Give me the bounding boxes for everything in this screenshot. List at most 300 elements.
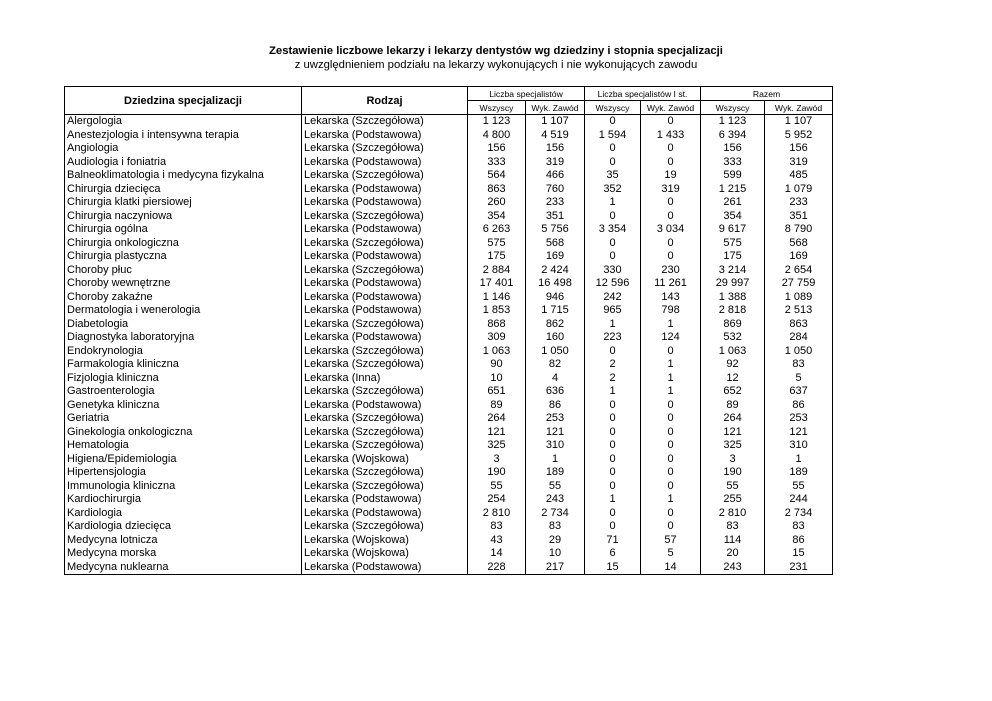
cell-razem-wszyscy: 55 xyxy=(701,480,765,494)
cell-dziedzina: Choroby wewnętrzne xyxy=(65,277,302,291)
cell-spec-wszyscy: 564 xyxy=(468,169,526,183)
cell-razem-wyk: 863 xyxy=(765,318,833,332)
cell-spec1-wyk: 0 xyxy=(641,210,701,224)
cell-spec1-wyk: 0 xyxy=(641,237,701,251)
cell-spec-wyk: 16 498 xyxy=(526,277,585,291)
cell-spec1-wszyscy: 2 xyxy=(585,372,641,386)
table-row xyxy=(65,399,833,413)
cell-spec-wyk: 319 xyxy=(526,156,585,170)
cell-spec-wyk: 568 xyxy=(526,237,585,251)
cell-spec1-wszyscy: 0 xyxy=(585,520,641,534)
cell-dziedzina: Audiologia i foniatria xyxy=(65,156,302,170)
cell-dziedzina: Chirurgia dziecięca xyxy=(65,183,302,197)
cell-dziedzina: Chirurgia onkologiczna xyxy=(65,237,302,251)
cell-spec-wszyscy: 575 xyxy=(468,237,526,251)
cell-dziedzina: Hipertensjologia xyxy=(65,466,302,480)
cell-spec-wyk: 29 xyxy=(526,534,585,548)
cell-dziedzina: Medycyna nuklearna xyxy=(65,561,302,575)
table-row xyxy=(65,466,833,480)
cell-spec-wszyscy: 1 853 xyxy=(468,304,526,318)
cell-spec-wyk: 2 734 xyxy=(526,507,585,521)
cell-spec1-wszyscy: 35 xyxy=(585,169,641,183)
cell-spec1-wyk: 0 xyxy=(641,250,701,264)
cell-rodzaj: Lekarska (Szczegółowa) xyxy=(302,426,468,440)
cell-dziedzina: Dermatologia i wenerologia xyxy=(65,304,302,318)
cell-spec1-wszyscy: 1 xyxy=(585,493,641,507)
cell-spec-wszyscy: 2 884 xyxy=(468,264,526,278)
cell-razem-wyk: 83 xyxy=(765,358,833,372)
cell-razem-wyk: 233 xyxy=(765,196,833,210)
header-group-razem: Razem xyxy=(701,87,833,101)
cell-spec-wyk: 233 xyxy=(526,196,585,210)
cell-razem-wszyscy: 92 xyxy=(701,358,765,372)
cell-spec-wyk: 86 xyxy=(526,399,585,413)
cell-spec-wyk: 243 xyxy=(526,493,585,507)
cell-rodzaj: Lekarska (Podstawowa) xyxy=(302,507,468,521)
cell-razem-wszyscy: 2 810 xyxy=(701,507,765,521)
cell-dziedzina: Gastroenterologia xyxy=(65,385,302,399)
cell-spec-wyk: 1 715 xyxy=(526,304,585,318)
cell-spec1-wyk: 19 xyxy=(641,169,701,183)
cell-dziedzina: Endokrynologia xyxy=(65,345,302,359)
cell-rodzaj: Lekarska (Podstawowa) xyxy=(302,223,468,237)
cell-spec1-wyk: 0 xyxy=(641,412,701,426)
cell-razem-wszyscy: 532 xyxy=(701,331,765,345)
table-row xyxy=(65,156,833,170)
cell-dziedzina: Medycyna morska xyxy=(65,547,302,561)
cell-rodzaj: Lekarska (Podstawowa) xyxy=(302,183,468,197)
cell-spec1-wyk: 0 xyxy=(641,142,701,156)
cell-rodzaj: Lekarska (Podstawowa) xyxy=(302,277,468,291)
cell-spec1-wszyscy: 3 354 xyxy=(585,223,641,237)
cell-spec1-wszyscy: 0 xyxy=(585,237,641,251)
cell-dziedzina: Balneoklimatologia i medycyna fizykalna xyxy=(65,169,302,183)
cell-spec1-wyk: 0 xyxy=(641,507,701,521)
cell-spec-wszyscy: 17 401 xyxy=(468,277,526,291)
table-row xyxy=(65,345,833,359)
cell-razem-wyk: 2 654 xyxy=(765,264,833,278)
cell-spec1-wyk: 1 xyxy=(641,385,701,399)
cell-spec1-wszyscy: 0 xyxy=(585,250,641,264)
cell-dziedzina: Choroby płuc xyxy=(65,264,302,278)
cell-razem-wszyscy: 9 617 xyxy=(701,223,765,237)
table-row xyxy=(65,250,833,264)
cell-spec-wyk: 156 xyxy=(526,142,585,156)
cell-dziedzina: Immunologia kliniczna xyxy=(65,480,302,494)
cell-razem-wszyscy: 261 xyxy=(701,196,765,210)
table-row xyxy=(65,358,833,372)
cell-spec1-wszyscy: 2 xyxy=(585,358,641,372)
cell-razem-wyk: 485 xyxy=(765,169,833,183)
cell-razem-wszyscy: 2 818 xyxy=(701,304,765,318)
cell-razem-wszyscy: 3 xyxy=(701,453,765,467)
cell-spec-wszyscy: 651 xyxy=(468,385,526,399)
cell-rodzaj: Lekarska (Szczegółowa) xyxy=(302,412,468,426)
cell-razem-wyk: 1 079 xyxy=(765,183,833,197)
cell-spec1-wyk: 0 xyxy=(641,439,701,453)
cell-razem-wszyscy: 1 388 xyxy=(701,291,765,305)
cell-razem-wyk: 1 050 xyxy=(765,345,833,359)
cell-razem-wyk: 86 xyxy=(765,399,833,413)
cell-spec-wyk: 253 xyxy=(526,412,585,426)
cell-spec-wszyscy: 354 xyxy=(468,210,526,224)
table-row xyxy=(65,169,833,183)
cell-dziedzina: Diagnostyka laboratoryjna xyxy=(65,331,302,345)
cell-spec-wyk: 83 xyxy=(526,520,585,534)
cell-rodzaj: Lekarska (Szczegółowa) xyxy=(302,345,468,359)
cell-dziedzina: Hematologia xyxy=(65,439,302,453)
cell-rodzaj: Lekarska (Szczegółowa) xyxy=(302,169,468,183)
cell-spec-wszyscy: 228 xyxy=(468,561,526,575)
table-row xyxy=(65,115,833,129)
cell-razem-wyk: 5 952 xyxy=(765,129,833,143)
cell-spec-wyk: 160 xyxy=(526,331,585,345)
table-row xyxy=(65,520,833,534)
cell-spec1-wszyscy: 1 594 xyxy=(585,129,641,143)
cell-spec-wyk: 1 107 xyxy=(526,115,585,129)
cell-dziedzina: Anestezjologia i intensywna terapia xyxy=(65,129,302,143)
cell-rodzaj: Lekarska (Podstawowa) xyxy=(302,331,468,345)
cell-spec1-wszyscy: 0 xyxy=(585,480,641,494)
cell-rodzaj: Lekarska (Podstawowa) xyxy=(302,304,468,318)
cell-spec1-wszyscy: 1 xyxy=(585,385,641,399)
cell-spec1-wyk: 0 xyxy=(641,156,701,170)
subheader-wyk-zawod: Wyk. Zawód xyxy=(526,101,585,115)
cell-spec1-wszyscy: 0 xyxy=(585,412,641,426)
cell-razem-wszyscy: 12 xyxy=(701,372,765,386)
cell-razem-wyk: 253 xyxy=(765,412,833,426)
header-group-specjalistow: Liczba specjalistów xyxy=(468,87,585,101)
cell-spec1-wyk: 1 xyxy=(641,372,701,386)
cell-rodzaj: Lekarska (Szczegółowa) xyxy=(302,237,468,251)
cell-rodzaj: Lekarska (Szczegółowa) xyxy=(302,264,468,278)
subheader-wszyscy: Wszyscy xyxy=(468,101,526,115)
cell-razem-wyk: 55 xyxy=(765,480,833,494)
cell-spec-wszyscy: 260 xyxy=(468,196,526,210)
cell-razem-wszyscy: 156 xyxy=(701,142,765,156)
cell-spec1-wszyscy: 0 xyxy=(585,399,641,413)
table-row xyxy=(65,237,833,251)
cell-rodzaj: Lekarska (Inna) xyxy=(302,372,468,386)
cell-rodzaj: Lekarska (Podstawowa) xyxy=(302,250,468,264)
cell-rodzaj: Lekarska (Wojskowa) xyxy=(302,534,468,548)
cell-rodzaj: Lekarska (Wojskowa) xyxy=(302,453,468,467)
cell-spec-wszyscy: 90 xyxy=(468,358,526,372)
cell-spec1-wszyscy: 1 xyxy=(585,196,641,210)
cell-spec1-wszyscy: 0 xyxy=(585,466,641,480)
table-row xyxy=(65,331,833,345)
cell-razem-wszyscy: 175 xyxy=(701,250,765,264)
table-row xyxy=(65,277,833,291)
cell-spec-wyk: 2 424 xyxy=(526,264,585,278)
specialists-table xyxy=(64,86,833,575)
cell-rodzaj: Lekarska (Podstawowa) xyxy=(302,129,468,143)
cell-razem-wyk: 86 xyxy=(765,534,833,548)
cell-razem-wyk: 284 xyxy=(765,331,833,345)
cell-razem-wyk: 231 xyxy=(765,561,833,575)
cell-spec1-wyk: 1 433 xyxy=(641,129,701,143)
table-row xyxy=(65,480,833,494)
cell-spec-wyk: 862 xyxy=(526,318,585,332)
cell-spec1-wyk: 1 xyxy=(641,493,701,507)
cell-spec1-wszyscy: 6 xyxy=(585,547,641,561)
cell-razem-wyk: 1 107 xyxy=(765,115,833,129)
cell-razem-wyk: 568 xyxy=(765,237,833,251)
cell-spec1-wyk: 1 xyxy=(641,358,701,372)
cell-razem-wyk: 1 089 xyxy=(765,291,833,305)
table-row xyxy=(65,426,833,440)
cell-spec1-wyk: 143 xyxy=(641,291,701,305)
cell-dziedzina: Chirurgia naczyniowa xyxy=(65,210,302,224)
table-row xyxy=(65,453,833,467)
cell-razem-wszyscy: 190 xyxy=(701,466,765,480)
cell-dziedzina: Fizjologia kliniczna xyxy=(65,372,302,386)
cell-razem-wszyscy: 333 xyxy=(701,156,765,170)
cell-spec-wszyscy: 333 xyxy=(468,156,526,170)
cell-spec-wszyscy: 863 xyxy=(468,183,526,197)
table-row xyxy=(65,223,833,237)
cell-spec1-wyk: 3 034 xyxy=(641,223,701,237)
table-row xyxy=(65,493,833,507)
cell-razem-wszyscy: 83 xyxy=(701,520,765,534)
subheader-wszyscy: Wszyscy xyxy=(701,101,765,115)
cell-spec-wyk: 4 519 xyxy=(526,129,585,143)
cell-rodzaj: Lekarska (Podstawowa) xyxy=(302,399,468,413)
cell-razem-wyk: 27 759 xyxy=(765,277,833,291)
cell-spec1-wszyscy: 0 xyxy=(585,426,641,440)
cell-razem-wyk: 1 xyxy=(765,453,833,467)
cell-dziedzina: Higiena/Epidemiologia xyxy=(65,453,302,467)
cell-spec1-wyk: 0 xyxy=(641,480,701,494)
cell-dziedzina: Chirurgia plastyczna xyxy=(65,250,302,264)
cell-spec1-wyk: 0 xyxy=(641,466,701,480)
cell-rodzaj: Lekarska (Szczegółowa) xyxy=(302,358,468,372)
cell-spec-wszyscy: 156 xyxy=(468,142,526,156)
cell-dziedzina: Alergologia xyxy=(65,115,302,129)
cell-spec-wszyscy: 264 xyxy=(468,412,526,426)
cell-spec1-wyk: 0 xyxy=(641,399,701,413)
cell-razem-wszyscy: 1 215 xyxy=(701,183,765,197)
table-row xyxy=(65,412,833,426)
cell-spec1-wszyscy: 965 xyxy=(585,304,641,318)
cell-spec1-wszyscy: 0 xyxy=(585,156,641,170)
cell-dziedzina: Angiologia xyxy=(65,142,302,156)
cell-rodzaj: Lekarska (Szczegółowa) xyxy=(302,115,468,129)
table-row xyxy=(65,304,833,318)
cell-spec-wszyscy: 175 xyxy=(468,250,526,264)
cell-dziedzina: Kardiologia xyxy=(65,507,302,521)
cell-razem-wyk: 351 xyxy=(765,210,833,224)
cell-spec-wyk: 189 xyxy=(526,466,585,480)
table-row xyxy=(65,210,833,224)
table-row xyxy=(65,142,833,156)
cell-razem-wyk: 2 513 xyxy=(765,304,833,318)
cell-dziedzina: Genetyka kliniczna xyxy=(65,399,302,413)
cell-razem-wyk: 189 xyxy=(765,466,833,480)
cell-spec-wyk: 121 xyxy=(526,426,585,440)
cell-spec-wszyscy: 6 263 xyxy=(468,223,526,237)
table-row xyxy=(65,196,833,210)
cell-razem-wyk: 637 xyxy=(765,385,833,399)
cell-spec1-wyk: 319 xyxy=(641,183,701,197)
cell-razem-wszyscy: 599 xyxy=(701,169,765,183)
cell-rodzaj: Lekarska (Wojskowa) xyxy=(302,547,468,561)
cell-dziedzina: Geriatria xyxy=(65,412,302,426)
cell-spec1-wyk: 14 xyxy=(641,561,701,575)
cell-spec1-wszyscy: 12 596 xyxy=(585,277,641,291)
cell-spec-wszyscy: 1 146 xyxy=(468,291,526,305)
cell-spec1-wszyscy: 0 xyxy=(585,507,641,521)
cell-razem-wyk: 15 xyxy=(765,547,833,561)
cell-spec-wyk: 5 756 xyxy=(526,223,585,237)
cell-spec1-wyk: 0 xyxy=(641,426,701,440)
cell-spec-wszyscy: 309 xyxy=(468,331,526,345)
report-subtitle: z uwzględnieniem podziału na lekarzy wykonujących i nie wykonujących zawodu xyxy=(294,59,698,71)
cell-spec1-wszyscy: 15 xyxy=(585,561,641,575)
cell-razem-wszyscy: 3 214 xyxy=(701,264,765,278)
cell-spec1-wyk: 124 xyxy=(641,331,701,345)
cell-spec1-wszyscy: 71 xyxy=(585,534,641,548)
table-row xyxy=(65,507,833,521)
cell-razem-wszyscy: 325 xyxy=(701,439,765,453)
cell-rodzaj: Lekarska (Podstawowa) xyxy=(302,291,468,305)
cell-dziedzina: Diabetologia xyxy=(65,318,302,332)
cell-spec-wszyscy: 83 xyxy=(468,520,526,534)
cell-spec1-wyk: 0 xyxy=(641,520,701,534)
cell-spec-wszyscy: 10 xyxy=(468,372,526,386)
cell-rodzaj: Lekarska (Szczegółowa) xyxy=(302,385,468,399)
cell-spec1-wyk: 11 261 xyxy=(641,277,701,291)
cell-spec-wyk: 1 050 xyxy=(526,345,585,359)
header-rodzaj: Rodzaj xyxy=(302,87,468,115)
table-row xyxy=(65,439,833,453)
cell-spec1-wszyscy: 0 xyxy=(585,439,641,453)
cell-dziedzina: Kardiochirurgia xyxy=(65,493,302,507)
cell-spec1-wyk: 0 xyxy=(641,345,701,359)
cell-dziedzina: Kardiologia dziecięca xyxy=(65,520,302,534)
cell-rodzaj: Lekarska (Szczegółowa) xyxy=(302,318,468,332)
cell-dziedzina: Farmakologia kliniczna xyxy=(65,358,302,372)
cell-rodzaj: Lekarska (Podstawowa) xyxy=(302,156,468,170)
cell-spec-wszyscy: 3 xyxy=(468,453,526,467)
cell-spec-wyk: 82 xyxy=(526,358,585,372)
cell-spec1-wyk: 0 xyxy=(641,196,701,210)
cell-rodzaj: Lekarska (Szczegółowa) xyxy=(302,210,468,224)
cell-dziedzina: Medycyna lotnicza xyxy=(65,534,302,548)
cell-razem-wszyscy: 29 997 xyxy=(701,277,765,291)
cell-razem-wszyscy: 354 xyxy=(701,210,765,224)
cell-spec-wyk: 351 xyxy=(526,210,585,224)
cell-spec-wszyscy: 4 800 xyxy=(468,129,526,143)
cell-spec1-wszyscy: 0 xyxy=(585,142,641,156)
cell-razem-wyk: 2 734 xyxy=(765,507,833,521)
cell-spec-wszyscy: 190 xyxy=(468,466,526,480)
cell-spec1-wszyscy: 1 xyxy=(585,318,641,332)
header-dziedzina: Dziedzina specjalizacji xyxy=(65,87,302,115)
cell-rodzaj: Lekarska (Szczegółowa) xyxy=(302,466,468,480)
cell-spec1-wszyscy: 0 xyxy=(585,210,641,224)
cell-spec1-wyk: 230 xyxy=(641,264,701,278)
cell-razem-wyk: 156 xyxy=(765,142,833,156)
table-row xyxy=(65,372,833,386)
cell-spec-wszyscy: 2 810 xyxy=(468,507,526,521)
cell-razem-wszyscy: 6 394 xyxy=(701,129,765,143)
table-row xyxy=(65,129,833,143)
subheader-wyk-zawod: Wyk. Zawód xyxy=(641,101,701,115)
cell-razem-wyk: 310 xyxy=(765,439,833,453)
cell-spec1-wszyscy: 352 xyxy=(585,183,641,197)
table-row xyxy=(65,534,833,548)
cell-spec1-wyk: 1 xyxy=(641,318,701,332)
cell-spec-wszyscy: 55 xyxy=(468,480,526,494)
cell-spec-wszyscy: 1 123 xyxy=(468,115,526,129)
cell-razem-wyk: 83 xyxy=(765,520,833,534)
cell-dziedzina: Chirurgia klatki piersiowej xyxy=(65,196,302,210)
cell-razem-wyk: 5 xyxy=(765,372,833,386)
cell-spec1-wyk: 798 xyxy=(641,304,701,318)
cell-razem-wszyscy: 243 xyxy=(701,561,765,575)
cell-spec-wyk: 636 xyxy=(526,385,585,399)
cell-spec-wszyscy: 43 xyxy=(468,534,526,548)
table-row xyxy=(65,318,833,332)
cell-razem-wszyscy: 575 xyxy=(701,237,765,251)
table-row xyxy=(65,264,833,278)
table-row xyxy=(65,291,833,305)
cell-dziedzina: Ginekologia onkologiczna xyxy=(65,426,302,440)
table-body xyxy=(65,115,833,575)
cell-rodzaj: Lekarska (Szczegółowa) xyxy=(302,439,468,453)
cell-spec1-wyk: 57 xyxy=(641,534,701,548)
subheader-wyk-zawod: Wyk. Zawód xyxy=(765,101,833,115)
cell-razem-wszyscy: 1 123 xyxy=(701,115,765,129)
cell-spec-wyk: 217 xyxy=(526,561,585,575)
cell-rodzaj: Lekarska (Podstawowa) xyxy=(302,196,468,210)
cell-spec1-wszyscy: 0 xyxy=(585,115,641,129)
subheader-wszyscy: Wszyscy xyxy=(585,101,641,115)
cell-spec-wyk: 55 xyxy=(526,480,585,494)
cell-razem-wszyscy: 869 xyxy=(701,318,765,332)
cell-dziedzina: Chirurgia ogólna xyxy=(65,223,302,237)
cell-spec1-wszyscy: 0 xyxy=(585,453,641,467)
cell-razem-wszyscy: 121 xyxy=(701,426,765,440)
cell-spec-wszyscy: 14 xyxy=(468,547,526,561)
cell-rodzaj: Lekarska (Szczegółowa) xyxy=(302,142,468,156)
cell-razem-wyk: 244 xyxy=(765,493,833,507)
cell-rodzaj: Lekarska (Szczegółowa) xyxy=(302,480,468,494)
cell-razem-wyk: 169 xyxy=(765,250,833,264)
table-row xyxy=(65,561,833,575)
cell-spec-wyk: 1 xyxy=(526,453,585,467)
cell-spec-wyk: 466 xyxy=(526,169,585,183)
table-row xyxy=(65,385,833,399)
cell-spec1-wyk: 0 xyxy=(641,453,701,467)
cell-spec1-wszyscy: 242 xyxy=(585,291,641,305)
cell-spec1-wszyscy: 223 xyxy=(585,331,641,345)
cell-rodzaj: Lekarska (Podstawowa) xyxy=(302,493,468,507)
table-row xyxy=(65,547,833,561)
cell-spec-wszyscy: 121 xyxy=(468,426,526,440)
cell-spec1-wyk: 0 xyxy=(641,115,701,129)
cell-spec-wyk: 310 xyxy=(526,439,585,453)
cell-razem-wszyscy: 89 xyxy=(701,399,765,413)
cell-spec-wszyscy: 254 xyxy=(468,493,526,507)
header-group-specjalistow-i-st: Liczba specjalistów I st. xyxy=(585,87,701,101)
cell-razem-wyk: 121 xyxy=(765,426,833,440)
cell-spec-wszyscy: 325 xyxy=(468,439,526,453)
cell-razem-wszyscy: 20 xyxy=(701,547,765,561)
cell-razem-wyk: 319 xyxy=(765,156,833,170)
cell-spec-wszyscy: 89 xyxy=(468,399,526,413)
